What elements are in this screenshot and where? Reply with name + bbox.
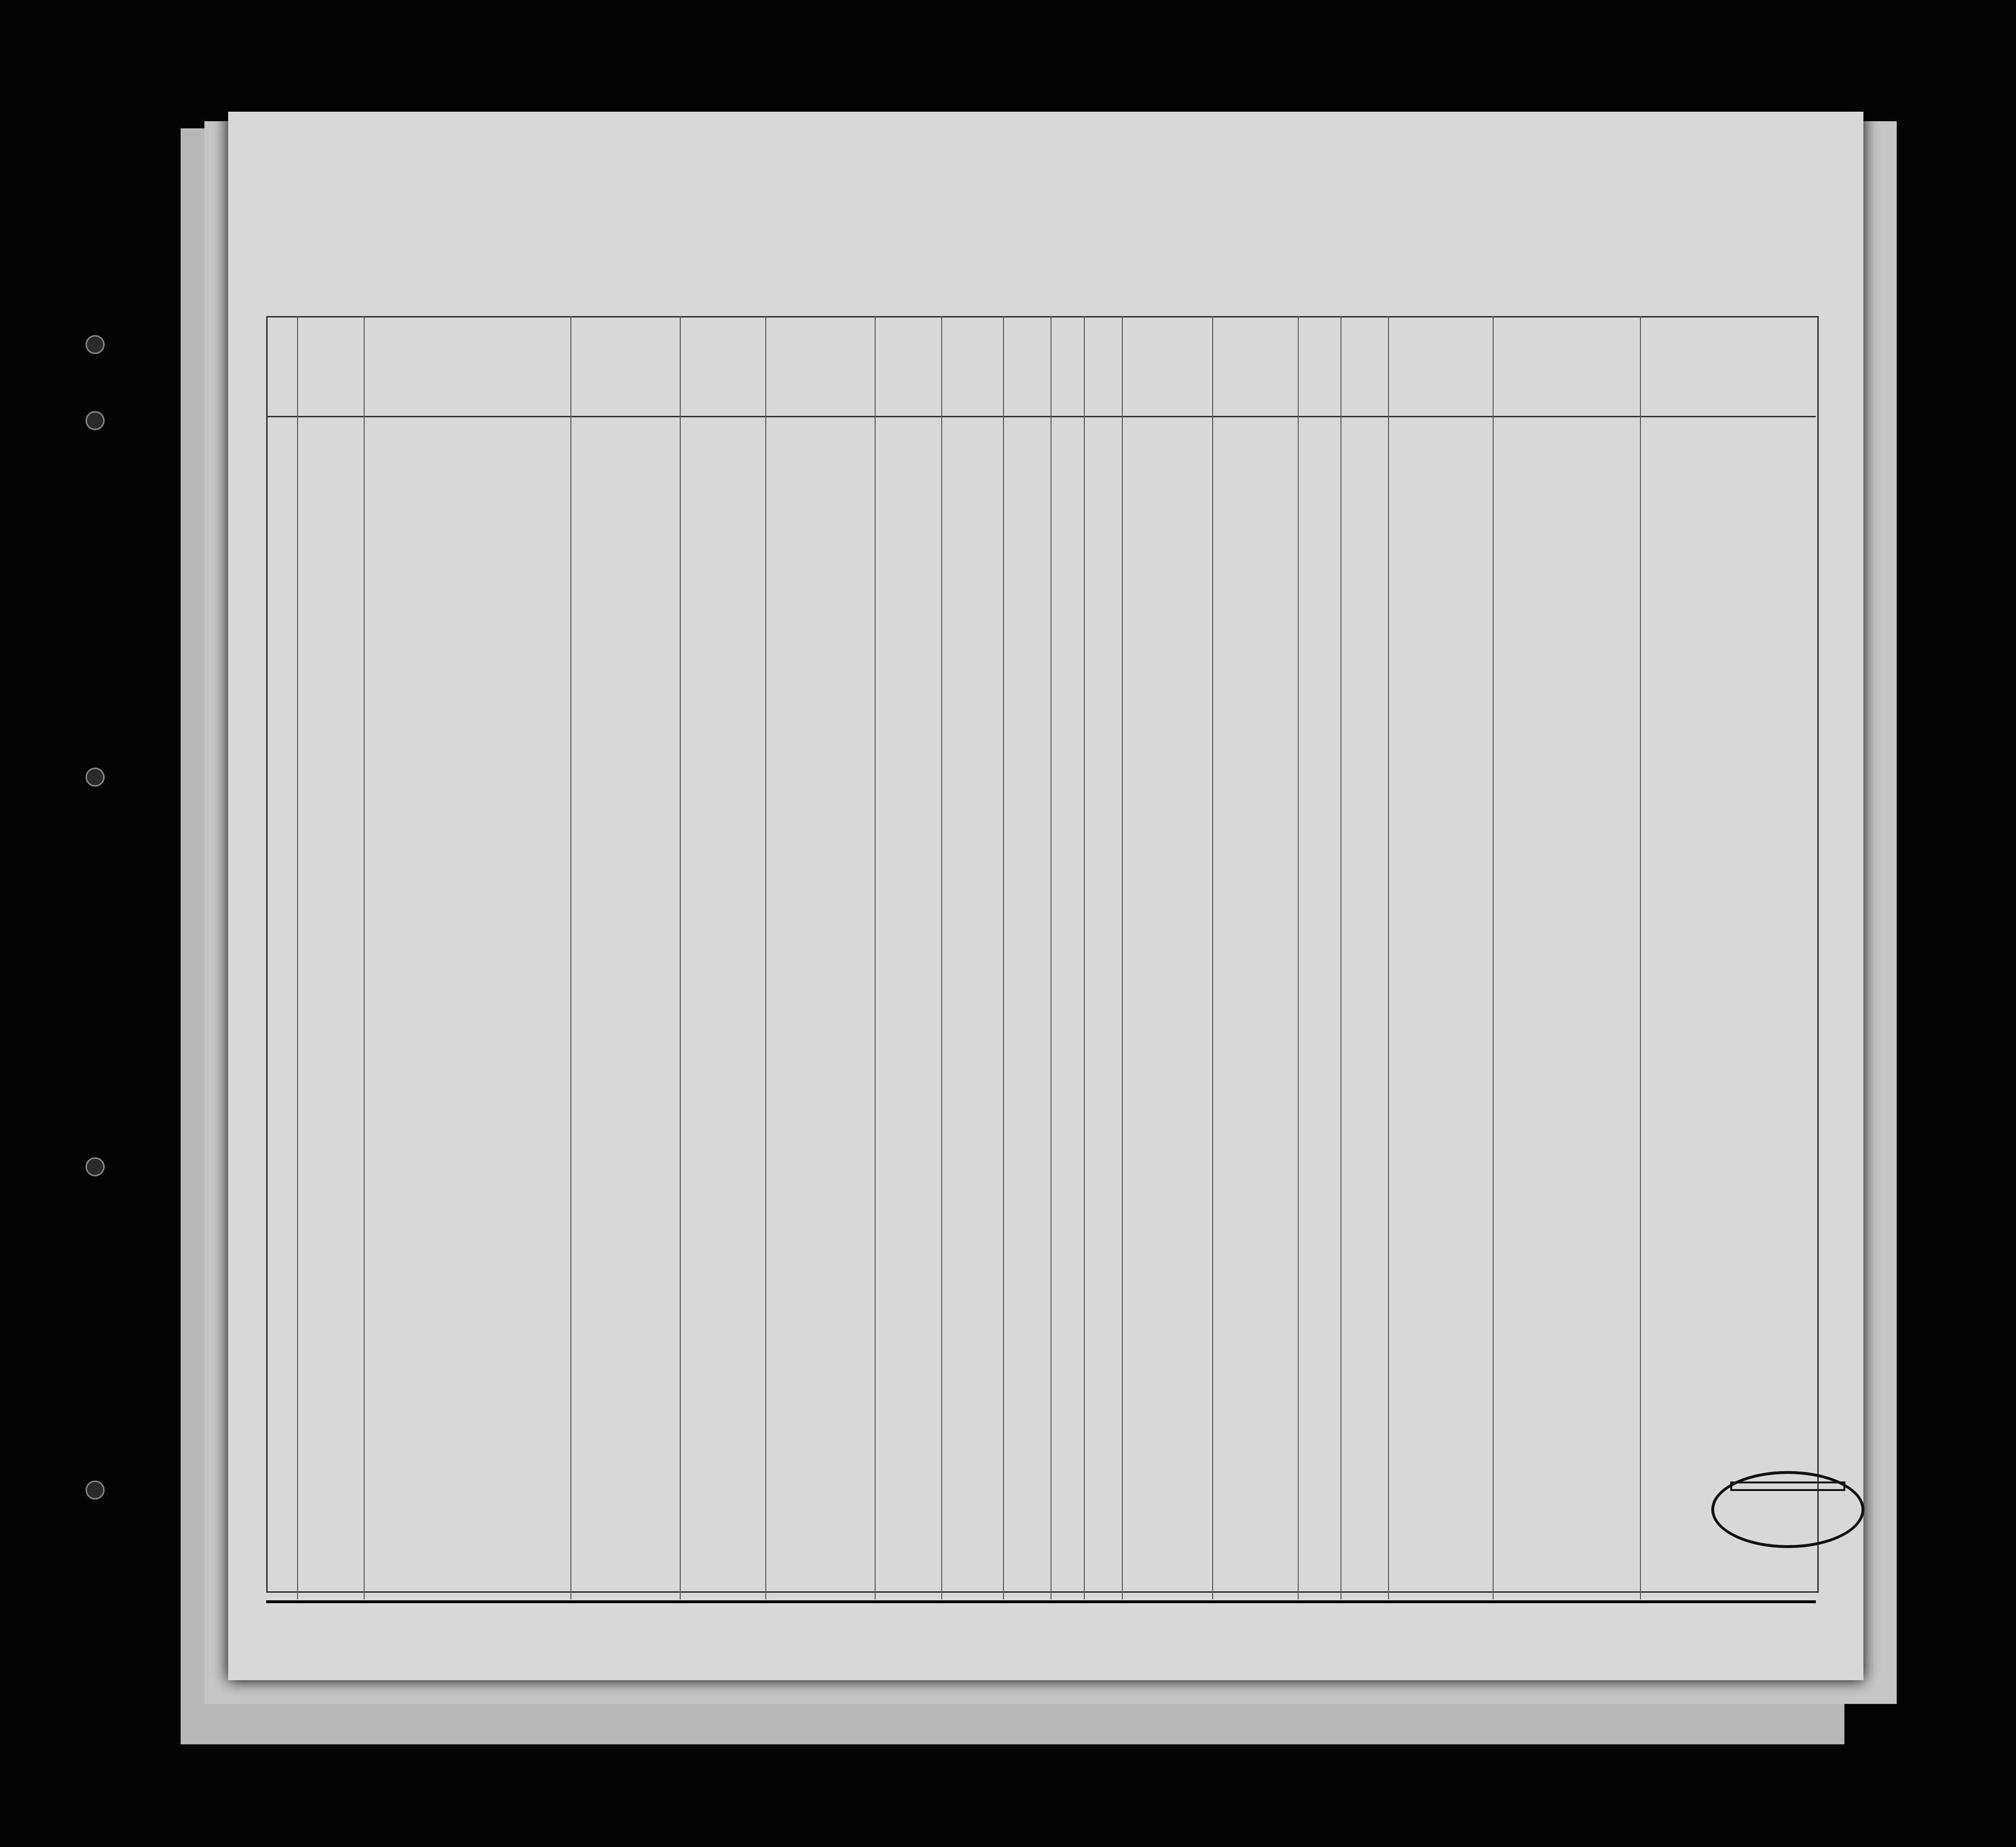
column-rule <box>1212 316 1213 1599</box>
stamp-date <box>1730 1481 1845 1491</box>
mm-office-stamp <box>1711 1471 1864 1548</box>
column-rule <box>364 316 365 1599</box>
column-rule <box>570 316 571 1599</box>
punch-hole <box>86 1481 105 1500</box>
column-rule <box>1388 316 1389 1599</box>
punch-hole <box>86 1157 105 1176</box>
column-rule <box>1298 316 1299 1599</box>
manifest-sheet <box>228 112 1863 1680</box>
column-rule <box>875 316 876 1599</box>
punch-hole <box>86 411 105 430</box>
punch-hole <box>86 335 105 354</box>
column-rule <box>1003 316 1004 1599</box>
column-rule <box>297 316 298 1599</box>
column-rule <box>941 316 942 1599</box>
header-rule <box>266 416 1816 417</box>
column-rule <box>1122 316 1123 1599</box>
column-rule <box>1084 316 1085 1599</box>
punch-hole <box>86 768 105 787</box>
column-rule <box>765 316 766 1599</box>
column-rule <box>680 316 681 1599</box>
bottom-rule <box>266 1600 1816 1603</box>
column-rule <box>1493 316 1494 1599</box>
column-rule <box>1640 316 1641 1599</box>
manifest-table <box>266 316 1819 1593</box>
